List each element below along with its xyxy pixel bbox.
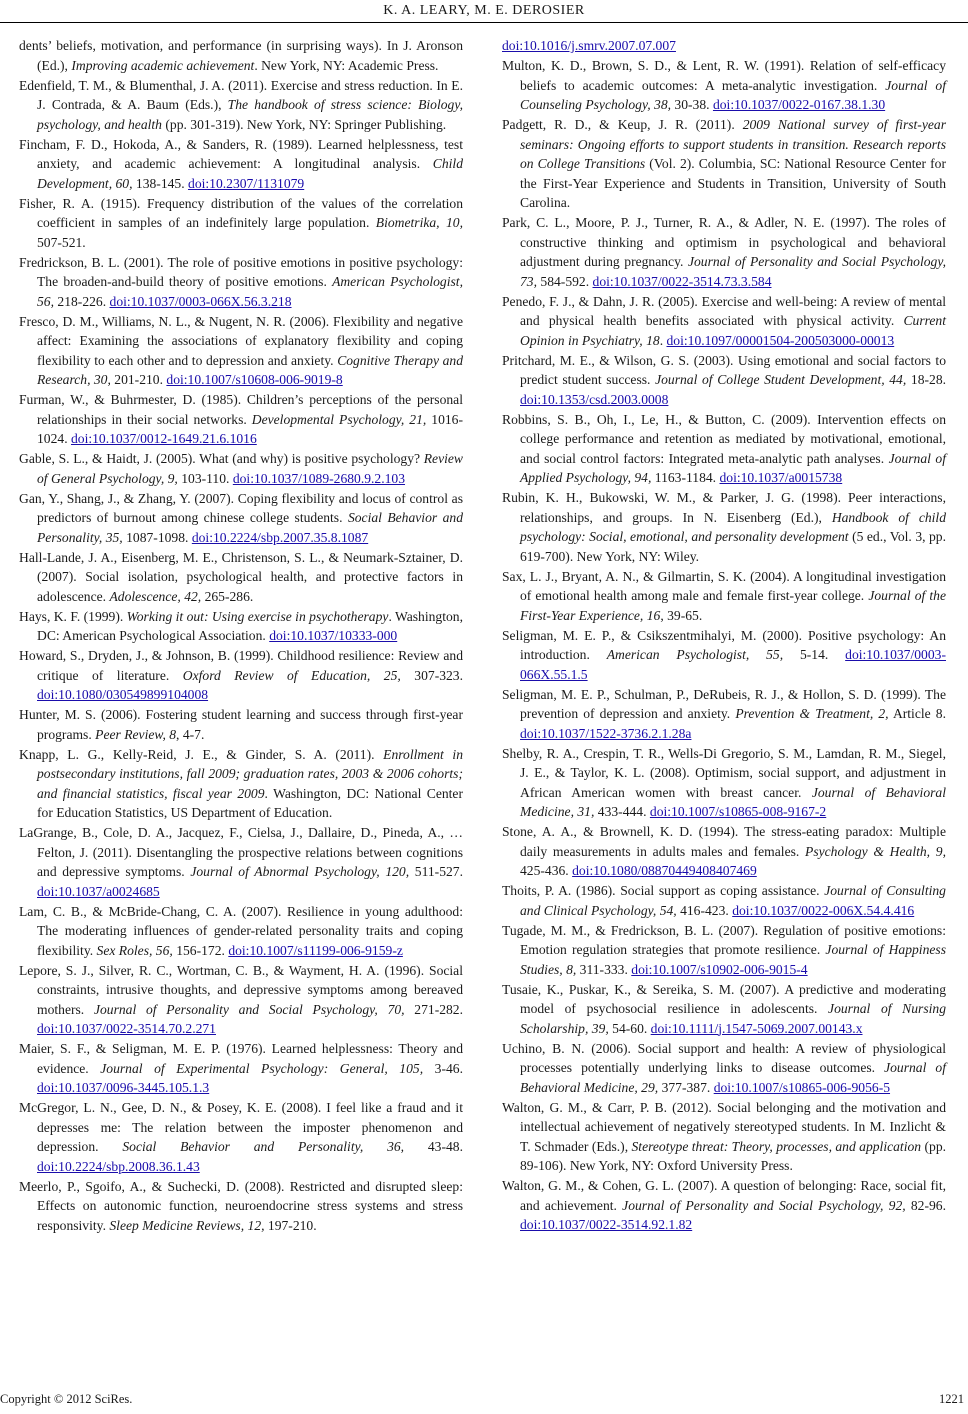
reference-italic-text: Journal of College Student Development, 44, bbox=[655, 372, 907, 387]
reference-entry bbox=[19, 253, 463, 312]
reference-text: Hall-Lande, J. A., Eisenberg, M. E., Christenson, S. L., & Neumark-Sztainer, D. (2007). Social isolation, psychological health, and protective factors in adolescence. bbox=[19, 549, 463, 604]
reference-entry bbox=[19, 489, 463, 548]
reference-entry bbox=[19, 312, 463, 390]
reference-text: 43-48. bbox=[404, 1139, 463, 1154]
reference-text: Rubin, K. H., Bukowski, W. M., & Parker, J. G. (1998). Peer interactions, relationships, and groups. In N. Eisenberg (Ed.), bbox=[502, 490, 946, 525]
reference-text: Padgett, R. D., & Keup, J. R. (2011). bbox=[502, 117, 743, 132]
doi-link[interactable]: doi:10.1037/a0024685 bbox=[37, 883, 160, 899]
reference-entry bbox=[502, 881, 946, 920]
doi-link[interactable]: doi:10.1037/1522-3736.2.1.28a bbox=[520, 725, 692, 741]
reference-text: 138-145. bbox=[132, 175, 189, 191]
reference-entry bbox=[19, 646, 463, 705]
reference-italic-text: Social Behavior and Personality, 35, bbox=[37, 510, 463, 545]
reference-text: 156-172. bbox=[172, 942, 229, 958]
reference-text: Hays, K. F. (1999). bbox=[19, 608, 127, 624]
reference-italic-text: Stereotype threat: Theory, processes, and application bbox=[631, 1138, 922, 1154]
reference-text: 265-286. bbox=[201, 588, 254, 604]
reference-italic-text: Journal of Behavioral Medicine, 29, bbox=[520, 1060, 946, 1095]
doi-link[interactable]: doi:10.1037/0003-066X.55.1.5 bbox=[520, 647, 946, 682]
reference-text: 507-521. bbox=[37, 234, 86, 250]
doi-link[interactable]: doi:10.1037/0003-066X.56.3.218 bbox=[109, 293, 292, 309]
doi-link[interactable]: doi:10.1016/j.smrv.2007.07.007 bbox=[502, 38, 676, 53]
reference-italic-text: Journal of Personality and Social Psychology, 92, bbox=[622, 1197, 906, 1213]
reference-text: Thoits, P. A. (1986). Social support as coping assistance. bbox=[502, 883, 825, 898]
reference-text: Seligman, M. E. P., & Csikszentmihalyi, M. (2000). Positive psychology: An introduction. bbox=[502, 627, 946, 662]
references-left-column bbox=[19, 36, 463, 1236]
reference-italic-text: Review of General Psychology, 9, bbox=[37, 451, 463, 486]
reference-entry bbox=[19, 1039, 463, 1098]
doi-link[interactable]: doi:10.1097/00001504-200503000-00013 bbox=[666, 332, 895, 348]
reference-entry bbox=[19, 705, 463, 744]
reference-text: 416-423. bbox=[676, 902, 733, 918]
reference-text: . New York, NY: Academic Press. bbox=[254, 57, 439, 73]
reference-italic-text: Developmental Psychology, 21, bbox=[251, 411, 427, 427]
reference-text: 584-592. bbox=[537, 273, 593, 289]
reference-text: (Vol. 2). Columbia, SC: National Resource Center for the First-Year Experience and Students in Transition, University of South Carolina. bbox=[520, 156, 946, 210]
reference-text: Walton, G. M., & Cohen, G. L. (2007). A question of belonging: Race, social fit, and achievement. bbox=[502, 1178, 946, 1213]
reference-text: Gan, Y., Shang, J., & Zhang, Y. (2007). Coping flexibility and locus of control as predictors of burnout among chinese college students. bbox=[19, 490, 463, 525]
reference-italic-text: Working it out: Using exercise in psychotherapy bbox=[126, 608, 389, 624]
reference-text: 201-210. bbox=[110, 372, 167, 387]
reference-entry bbox=[502, 410, 946, 488]
reference-text: . bbox=[659, 332, 667, 348]
reference-text: 307-323. bbox=[400, 667, 464, 683]
reference-entry bbox=[19, 390, 463, 449]
reference-entry bbox=[502, 56, 946, 115]
reference-italic-text: Journal of Applied Psychology, 94, bbox=[520, 450, 946, 485]
reference-text: Robbins, S. B., Oh, I., Le, H., & Button, C. (2009). Intervention effects on college performance and retention as mediated by motivational, emotional, and social control factors: Integrated meta-analytic path analyses. bbox=[502, 411, 946, 466]
reference-text: (5 ed., Vol. 3, pp. 619-700). New York, NY: Wiley. bbox=[520, 529, 947, 564]
reference-entry bbox=[502, 351, 946, 410]
reference-text: McGregor, L. N., Gee, D. N., & Posey, K. E. (2008). I feel like a fraud and it depresses me: The relation between the imposter phenomenon and depression. bbox=[19, 1100, 463, 1154]
doi-link[interactable]: doi:10.1037/0096-3445.105.1.3 bbox=[37, 1080, 210, 1095]
reference-entry bbox=[19, 823, 463, 901]
doi-link[interactable]: doi:10.1037/0022-3514.92.1.82 bbox=[520, 1217, 693, 1232]
reference-text: Fresco, D. M., Williams, N. L., & Nugent, N. R. (2006). Flexibility and negative affect: Examining the associations of explanatory flexibility and coping flexibility to each other and to depression and anxiety. bbox=[19, 313, 463, 368]
reference-text: Lepore, S. J., Silver, R. C., Wortman, C. B., & Wayment, H. A. (1996). Social constraints, intrusive thoughts, and depressive symptoms among bereaved mothers. bbox=[19, 962, 463, 1017]
reference-text: (pp. 301-319). New York, NY: Springer Publishing. bbox=[161, 116, 447, 132]
reference-text: 3-46. bbox=[423, 1060, 463, 1076]
reference-italic-text: American Psychologist, 56, bbox=[37, 274, 463, 309]
doi-link[interactable]: doi:10.1037/0022-3514.70.2.271 bbox=[37, 1021, 216, 1036]
reference-text: . Washington, DC: National Center for Education Statistics, US Department of Education. bbox=[37, 785, 463, 820]
reference-italic-text: Current Opinion in Psychiatry, 18 bbox=[520, 313, 946, 348]
reference-text: 425-436. bbox=[520, 863, 573, 878]
reference-italic-text: Biometrika, 10, bbox=[375, 215, 463, 230]
reference-text: Furman, W., & Buhrmester, D. (1985). Children’s perceptions of the personal relationships in their social networks. bbox=[19, 392, 463, 427]
copyright-notice: Copyright © 2012 SciRes. bbox=[0, 1392, 133, 1406]
reference-entry bbox=[19, 135, 463, 194]
reference-italic-text: Journal of the First-Year Experience, 16 bbox=[520, 588, 946, 623]
reference-entry bbox=[19, 449, 463, 488]
reference-text: Hunter, M. S. (2006). Fostering student learning and success through first-year programs. bbox=[19, 707, 463, 742]
reference-entry bbox=[502, 1039, 946, 1098]
doi-link[interactable]: doi:10.1007/s10902-006-9015-4 bbox=[631, 961, 808, 977]
reference-italic-text: Sex Roles, 56, bbox=[96, 942, 173, 958]
reference-entry bbox=[502, 626, 946, 685]
reference-italic-text: Cognitive Therapy and Research, 30, bbox=[37, 352, 464, 387]
reference-text: , 39-65. bbox=[660, 607, 703, 623]
reference-text: . Washington, DC: American Psychological Association. bbox=[37, 608, 463, 643]
reference-text: Tusaie, K., Puskar, K., & Sereika, S. M. (2007). A predictive and moderating model of psychosocial resilience in adolescents. bbox=[502, 981, 946, 1016]
reference-text: 18-28. bbox=[906, 372, 947, 387]
reference-text: Howard, S., Dryden, J., & Johnson, B. (1999). Childhood resilience: Review and critique of literature. bbox=[19, 648, 463, 683]
reference-entry bbox=[502, 1098, 946, 1176]
reference-text: Pritchard, M. E., & Wilson, G. S. (2003). Using emotional and social factors to predict student success. bbox=[502, 352, 946, 387]
reference-text: 54-60. bbox=[608, 1020, 651, 1036]
reference-italic-text: Enrollment in postsecondary institutions, fall 2009; graduation rates, 2003 & 2006 cohorts; and financial statistics, fiscal year 2009 bbox=[37, 746, 463, 801]
reference-text: 1163-1184. bbox=[651, 470, 720, 485]
reference-entry bbox=[19, 745, 463, 823]
reference-italic-text: Prevention & Treatment, 2, bbox=[735, 706, 889, 721]
reference-entry bbox=[502, 488, 946, 566]
reference-text: Fisher, R. A. (1915). Frequency distribution of the values of the correlation coefficient in samples of an indefinitely large population. bbox=[19, 195, 463, 230]
reference-text: dents’ beliefs, motivation, and performance (in surprising ways). In J. Aronson (Ed.), bbox=[19, 38, 463, 73]
reference-italic-text: Adolescence, 42, bbox=[109, 588, 202, 604]
reference-entry bbox=[502, 292, 946, 351]
reference-text: 82-96. bbox=[905, 1197, 947, 1213]
doi-link[interactable]: doi:10.2224/sbp.2007.35.8.1087 bbox=[191, 529, 369, 545]
reference-italic-text: Journal of Experimental Psychology: General, 105, bbox=[100, 1060, 424, 1076]
reference-italic-text: Journal of Nursing Scholarship, 39, bbox=[520, 1001, 946, 1036]
reference-text: Fincham, F. D., Hokoda, A., & Sanders, R. (1989). Learned helplessness, test anxiety, and academic achievement: A longitudinal analysis. bbox=[19, 136, 463, 171]
references-right-column bbox=[502, 36, 946, 1235]
reference-text: Fredrickson, B. L. (2001). The role of positive emotions in positive psychology: The broaden-and-build theory of positive emotions. bbox=[19, 254, 463, 289]
reference-text: Seligman, M. E. P., Schulman, P., DeRubeis, R. J., & Hollon, S. D. (1999). The prevention of depression and anxiety. bbox=[502, 686, 946, 721]
reference-italic-text: Journal of Personality and Social Psychology, 70, bbox=[93, 1001, 405, 1017]
doi-link[interactable]: doi:10.1111/j.1547-5069.2007.00143.x bbox=[650, 1020, 863, 1036]
reference-italic-text: Journal of Abnormal Psychology, 120, bbox=[190, 864, 410, 879]
reference-text: Article 8. bbox=[888, 706, 946, 721]
reference-entry bbox=[502, 36, 946, 56]
reference-italic-text: Social Behavior and Personality, 36, bbox=[122, 1139, 405, 1154]
doi-link[interactable]: doi:10.1037/0022-3514.73.3.584 bbox=[592, 273, 772, 289]
doi-link[interactable]: doi:10.1007/s10865-006-9056-5 bbox=[713, 1079, 891, 1095]
reference-text: Tugade, M. M., & Fredrickson, B. L. (2007). Regulation of positive emotions: Emotion regulation strategies that promote resilience. bbox=[502, 922, 946, 957]
reference-entry bbox=[19, 548, 463, 607]
reference-italic-text: American Psychologist, 55, bbox=[606, 647, 784, 662]
reference-entry bbox=[502, 921, 946, 980]
reference-italic-text: Child Development, 60, bbox=[37, 156, 463, 191]
reference-text: 377-387. bbox=[658, 1079, 714, 1095]
reference-text: , 4-7. bbox=[176, 726, 205, 742]
reference-text: Penedo, F. J., & Dahn, J. R. (2005). Exercise and well-being: A review of mental and physical health benefits associated with physical activity. bbox=[502, 293, 946, 328]
reference-entry bbox=[19, 1098, 463, 1176]
reference-text: Sax, L. J., Bryant, A. N., & Gilmartin, S. K. (2004). A longitudinal investigation of emotional health among male and female first-year college. bbox=[502, 568, 946, 603]
doi-link[interactable]: doi:10.2307/1131079 bbox=[188, 175, 305, 191]
reference-entry bbox=[19, 194, 463, 253]
reference-text: 1016-1024. bbox=[37, 411, 463, 446]
reference-text: Multon, K. D., Brown, S. D., & Lent, R. W. (1991). Relation of self-efficacy beliefs to academic outcomes: A meta-analytic investigation. bbox=[502, 58, 946, 93]
reference-italic-text: Psychology & Health, 9, bbox=[805, 843, 946, 859]
doi-link[interactable]: doi:10.1037/a0015738 bbox=[719, 470, 843, 485]
reference-italic-text: Journal of Counseling Psychology, 38, bbox=[520, 77, 946, 112]
doi-link[interactable]: doi:10.2224/sbp.2008.36.1.43 bbox=[37, 1158, 200, 1174]
doi-link[interactable]: doi:10.1080/08870449408407469 bbox=[572, 863, 757, 878]
reference-italic-text: Journal of Behavioral Medicine, 31, bbox=[520, 784, 946, 819]
reference-entry bbox=[19, 1177, 463, 1236]
reference-text: Gable, S. L., & Haidt, J. (2005). What (and why) is positive psychology? bbox=[19, 451, 424, 466]
doi-link[interactable]: doi:10.1037/10333-000 bbox=[269, 628, 398, 643]
reference-text: 103-110. bbox=[177, 470, 233, 486]
doi-link[interactable]: doi:10.1080/030549899104008 bbox=[37, 687, 209, 702]
reference-text: 271-282. bbox=[404, 1001, 464, 1017]
reference-text: Edenfield, T. M., & Blumenthal, J. A. (2011). Exercise and stress reduction. In E. J. Contrada, & A. Baum (Eds.), bbox=[19, 77, 463, 112]
reference-text: Meerlo, P., Sgoifo, A., & Suchecki, D. (2008). Restricted and disrupted sleep: Effects on autonomic function, neuroendocrine stress systems and stress responsivity. bbox=[19, 1178, 463, 1233]
reference-text: (pp. 89-106). New York, NY: Oxford University Press. bbox=[520, 1138, 947, 1173]
reference-entry bbox=[19, 902, 463, 961]
doi-link[interactable]: doi:10.1037/0022-006X.54.4.416 bbox=[732, 902, 915, 918]
running-header: K. A. LEARY, M. E. DEROSIER bbox=[383, 3, 585, 18]
reference-italic-text: Handbook of child psychology: Social, emotional, and personality development bbox=[520, 509, 946, 544]
reference-text: 218-226. bbox=[54, 293, 110, 309]
reference-text: Lam, C. B., & McBride-Chang, C. A. (2007). Resilience in young adulthood: The moderating influences of gender-related personality traits and coping flexibility. bbox=[19, 903, 463, 958]
reference-italic-text: Journal of Happiness Studies, 8, bbox=[520, 942, 946, 977]
reference-entry bbox=[502, 822, 946, 881]
reference-text: LaGrange, B., Cole, D. A., Jacquez, F., Cielsa, J., Dallaire, D., Pineda, A., … Felton, J. (2011). Disentangling the prospective relations between cognitions and depressive symptoms. bbox=[19, 825, 463, 879]
reference-text: 1087-1098. bbox=[122, 529, 192, 545]
doi-link[interactable]: doi:10.1353/csd.2003.0008 bbox=[520, 391, 669, 407]
header-rule bbox=[0, 22, 968, 23]
reference-text: Stone, A. A., & Brownell, K. D. (1994). The stress-eating paradox: Multiple daily measurements in adults males and females. bbox=[502, 824, 946, 859]
reference-text: 197-210. bbox=[264, 1217, 317, 1233]
reference-italic-text: Improving academic achievement bbox=[71, 57, 255, 73]
doi-link[interactable]: doi:10.1037/1089-2680.9.2.103 bbox=[232, 470, 406, 486]
reference-text: Walton, G. M., & Carr, P. B. (2012). Social belonging and the motivation and intellectual achievement of negatively stereotyped students. In M. Inzlicht & T. Schmader (Eds.), bbox=[502, 1099, 946, 1154]
reference-text: Shelby, R. A., Crespin, T. R., Wells-Di Gregorio, S. M., Lamdan, R. M., Siegel, J. E., & Taylor, K. L. (2008). Optimism, social support, and adjustment in African American women with breast cancer. bbox=[502, 745, 946, 800]
reference-italic-text: Journal of Consulting and Clinical Psychology, 54, bbox=[520, 883, 946, 918]
reference-text: Park, C. L., Moore, P. J., Turner, R. A., & Adler, N. E. (1997). The roles of constructive thinking and optimism in psychological and behavioral adjustment during pregnancy. bbox=[502, 215, 946, 269]
reference-italic-text: Journal of Personality and Social Psychology, 73, bbox=[520, 254, 946, 289]
reference-entry bbox=[502, 115, 946, 213]
doi-link[interactable]: doi:10.1037/0022-0167.38.1.30 bbox=[712, 97, 886, 112]
reference-entry bbox=[19, 36, 463, 75]
reference-text: Maier, S. F., & Seligman, M. E. P. (1976). Learned helplessness: Theory and evidence. bbox=[19, 1041, 463, 1076]
reference-italic-text: Peer Review, 8 bbox=[95, 726, 177, 742]
reference-entry bbox=[19, 961, 463, 1039]
reference-italic-text: Sleep Medicine Reviews, 12, bbox=[109, 1217, 265, 1233]
reference-text: 511-527. bbox=[409, 864, 464, 879]
reference-entry bbox=[502, 213, 946, 291]
reference-text: Uchino, B. N. (2006). Social support and health: A review of physiological processes potentially underlying links to disease outcomes. bbox=[502, 1040, 946, 1075]
reference-text: 5-14. bbox=[783, 647, 846, 662]
doi-link[interactable]: doi:10.1007/s11199-006-9159-z bbox=[228, 942, 403, 958]
reference-entry bbox=[502, 1176, 946, 1235]
doi-link[interactable]: doi:10.1007/s10865-008-9167-2 bbox=[649, 804, 827, 819]
reference-text: 311-333. bbox=[576, 961, 632, 977]
reference-entry bbox=[502, 980, 946, 1039]
page-number: 1221 bbox=[939, 1392, 964, 1406]
doi-link[interactable]: doi:10.1037/0012-1649.21.6.1016 bbox=[70, 431, 257, 446]
reference-italic-text: 2009 National survey of first-year seminars: Ongoing efforts to support students in transition. Research reports on College Transitions bbox=[520, 117, 946, 171]
reference-entry bbox=[19, 607, 463, 646]
reference-entry bbox=[502, 685, 946, 744]
reference-text: 30-38. bbox=[671, 97, 713, 112]
reference-text: Knapp, L. G., Kelly-Reid, J. E., & Ginder, S. A. (2011). bbox=[19, 746, 384, 762]
reference-italic-text: Oxford Review of Education, 25, bbox=[182, 667, 401, 683]
reference-entry bbox=[502, 567, 946, 626]
reference-entry bbox=[502, 744, 946, 822]
reference-text: 433-444. bbox=[594, 804, 650, 819]
reference-italic-text: The handbook of stress science: Biology, psychology, and health bbox=[37, 97, 463, 132]
reference-entry bbox=[19, 76, 463, 135]
doi-link[interactable]: doi:10.1007/s10608-006-9019-8 bbox=[166, 372, 343, 387]
